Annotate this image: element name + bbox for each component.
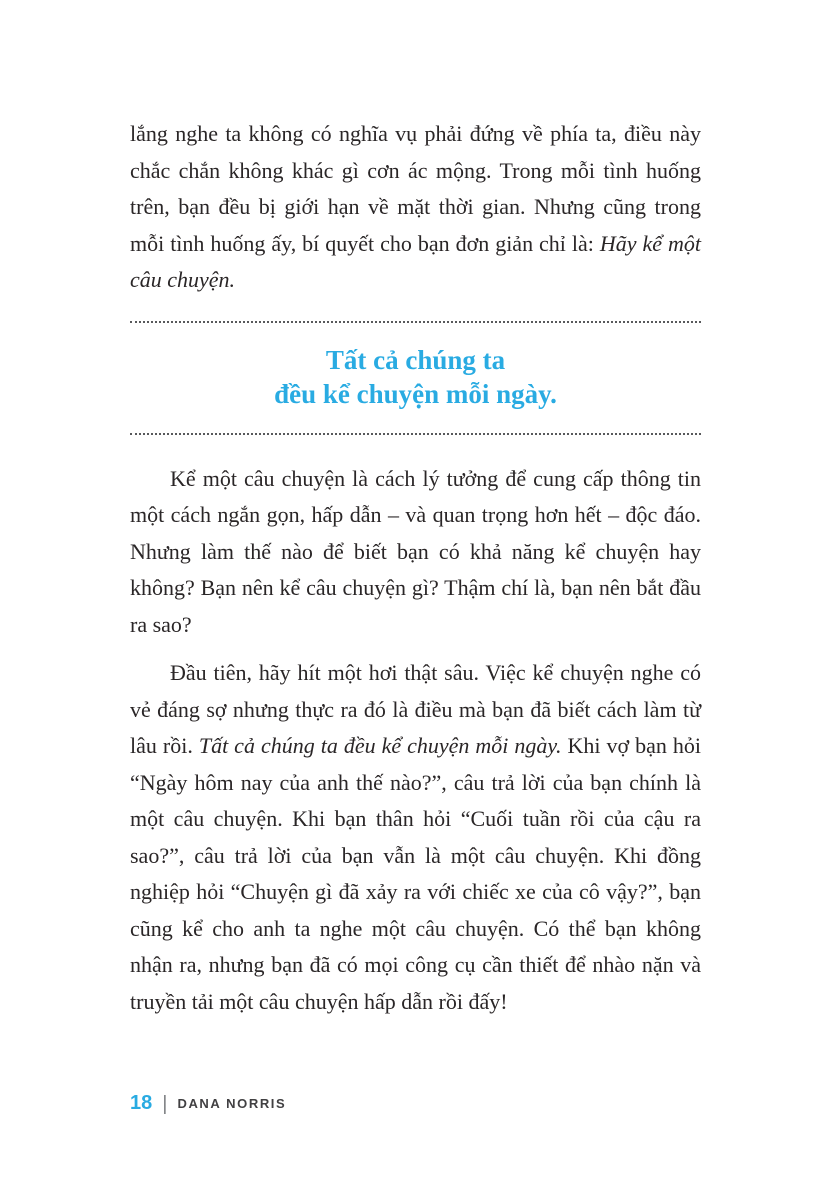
page-number: 18 — [130, 1092, 153, 1114]
callout-line-2: đều kể chuyện mỗi ngày. — [274, 378, 557, 409]
paragraph-body — [130, 461, 701, 644]
body-text: Khi vợ bạn hỏi “Ngày hôm nay của anh thế nào?”, câu trả lời của bạn chính là một câu chuyện. Khi bạn thân hỏi “Cuối tuần rồi của cậu ra sao?”, câu trả lời của bạn vẫn là một câu chuyện. Khi đồng nghiệp hỏi “Chuyện gì đã xảy ra với chiếc xe của cô vậy?”, bạn cũng kể cho anh ta nghe một câu chuyện. Có thể bạn không nhận ra, nhưng bạn đã có mọi công cụ cần thiết để nhào nặn và truyền tải một câu chuyện hấp dẫn rồi đấy! — [130, 733, 701, 1014]
body-text: Đầu tiên, hãy hít một hơi thật sâu. Việc kể chuyện nghe có vẻ đáng sợ nhưng thực ra đó là điều mà bạn đã biết cách làm từ lâu rồi. — [130, 660, 701, 758]
paragraph-continuation — [130, 116, 701, 299]
footer-divider: | — [162, 1092, 168, 1115]
italic-text: Tất cả chúng ta đều kể chuyện mỗi ngày. — [198, 733, 562, 758]
callout-line-1: Tất cả chúng ta — [325, 344, 506, 375]
callout-quote — [130, 321, 701, 435]
page-footer — [130, 1092, 286, 1115]
callout-heading — [130, 343, 701, 411]
italic-text: Hãy kể một câu chuyện. — [130, 230, 701, 292]
paragraph-body — [130, 655, 701, 1020]
body-text: Kể một câu chuyện là cách lý tưởng để cung cấp thông tin một cách ngắn gọn, hấp dẫn – và quan trọng hơn hết – độc đáo. Nhưng làm thế nào để biết bạn có khả năng kể chuyện hay không? Bạn nên kể câu chuyện gì? Thậm chí là, bạn nên bắt đầu ra sao? — [130, 465, 701, 637]
footer-author-name: DANA NORRIS — [177, 1096, 287, 1111]
body-text: lắng nghe ta không có nghĩa vụ phải đứng về phía ta, điều này chắc chắn không khác gì cơn ác mộng. Trong mỗi tình huống trên, bạn đều bị giới hạn về mặt thời gian. Nhưng cũng trong mỗi tình huống ấy, bí quyết cho bạn đơn giản chỉ là: — [130, 121, 701, 256]
